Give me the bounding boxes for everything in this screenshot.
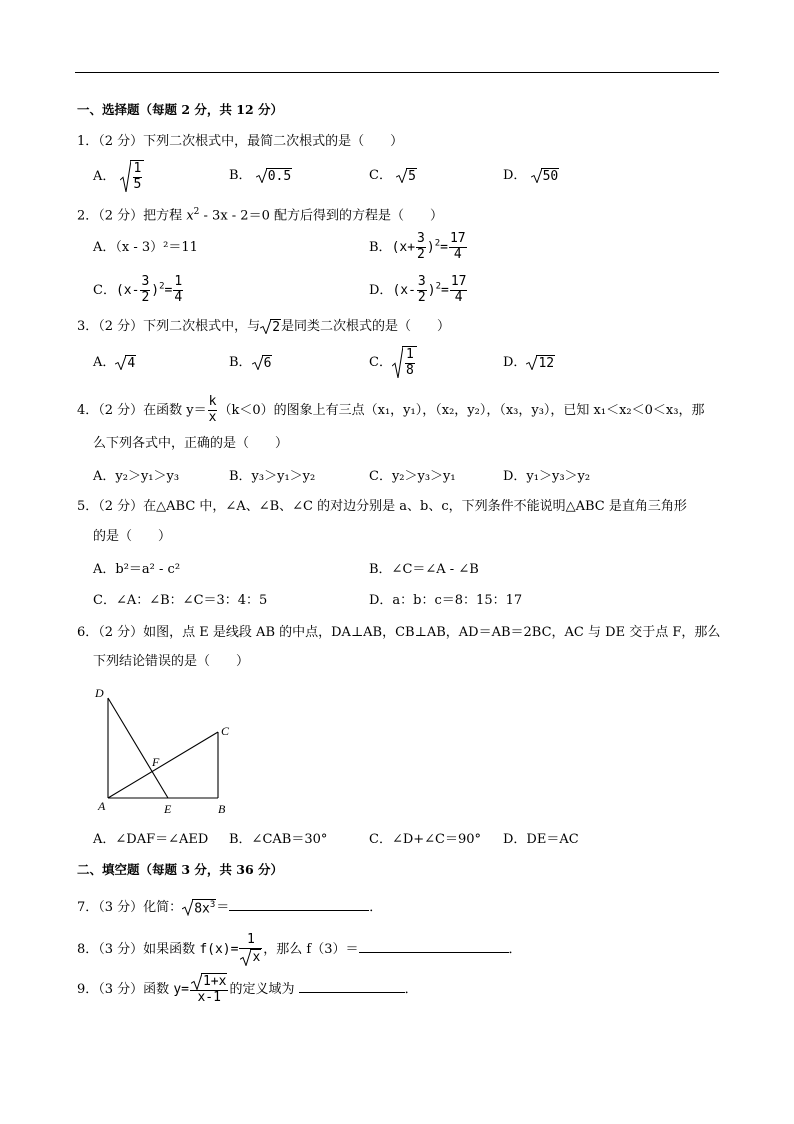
question-2-stem: 2．（2 分）把方程 $x^2 - 3x - 2=0$ 配方后得到的方程是（ ） [77, 207, 443, 224]
q2-option-a[interactable]: A．（x - 3）²＝11 [93, 240, 198, 255]
fraction-denominator: 5 [133, 176, 142, 192]
sqrt-expression: 4 [115, 355, 136, 370]
q6-option-a[interactable]: A．∠DAF＝∠AED [93, 832, 209, 847]
question-5-stem-line2: 的是（ ） [93, 529, 172, 544]
q3-option-a[interactable]: A． 4 [93, 355, 136, 371]
answer-blank[interactable] [299, 980, 405, 993]
question-4-stem-line2: 么下列各式中，正确的是（ ） [93, 436, 289, 451]
label-c: C [221, 724, 230, 738]
label-d: D [95, 686, 104, 700]
q5-option-c[interactable]: C．∠A：∠B：∠C＝3：4：5 [93, 593, 268, 608]
section-2-title: 二、填空题（每题 3 分，共 36 分） [77, 862, 284, 877]
q6-option-d[interactable]: D．DE＝AC [503, 832, 579, 847]
question-4-stem: 4．（2 分）在函数 y＝ $\frac{k}{x}$ （k＜0）的图象上有三点（x₁，y₁），（x₂，y₂），（x₃，y₃），已知 x₁＜x₂＜0＜x₃，那 [77, 394, 705, 425]
question-1-stem: 1．（2 分）下列二次根式中，最简二次根式的是（ ） [77, 134, 404, 149]
fraction-numerator: 1 [133, 161, 142, 176]
segment-de [108, 698, 168, 798]
q4-option-d[interactable]: D．y₁＞y₃＞y₂ [503, 469, 591, 484]
question-9: 9．（3 分）函数 y= $\frac{1+x}{x-1}$ 的定义域为 ． [77, 974, 418, 1005]
geometry-figure [90, 680, 240, 820]
section-1-title: 一、选择题（每题 2 分，共 12 分） [77, 102, 284, 117]
q3-option-c[interactable]: C． $\frac{1}{8}$ [369, 346, 417, 379]
label-e: E [164, 802, 172, 816]
question-6-stem-line2: 下列结论错误的是（ ） [93, 654, 250, 669]
sqrt-expression: 50 [531, 168, 560, 183]
q3-option-d[interactable]: D． 12 [503, 355, 555, 371]
label-a: A [98, 799, 106, 813]
q3-option-b[interactable]: B． 6 [229, 355, 272, 371]
sqrt-expression: 0.5 [256, 168, 292, 183]
question-3-stem: 3．（2 分）下列二次根式中，与 2是同类二次根式的是（ ） [77, 319, 451, 335]
top-rule [75, 72, 719, 73]
question-8: 8．（3 分）如果函数 f(x)= $\frac{1}{x}$ ，那么 f（3）＝ ． [77, 932, 522, 965]
sqrt-expression: 12 [526, 355, 555, 370]
q4-option-c[interactable]: C．y₂＞y₃＞y₁ [369, 469, 456, 484]
q2-option-b[interactable]: B．(x+ $\frac{3}{2}$ )$^2$= $\frac{17}{4}$ [369, 231, 466, 262]
question-6-stem: 6．（2 分）如图，点 E 是线段 AB 的中点，DA⊥AB，CB⊥AB，AD＝AB＝2BC，AC 与 DE 交于点 F，那么 [77, 625, 721, 640]
q1-option-a[interactable] [93, 160, 144, 193]
question-7: 7．（3 分）化简： $8x^3=$ ． [77, 900, 383, 917]
option-letter: C． [369, 168, 392, 183]
q5-option-b[interactable]: B．∠C＝∠A - ∠B [369, 562, 479, 577]
q2-option-d[interactable]: D．(x- $\frac{3}{2}$ )$^2$= $\frac{17}{4}$ [369, 274, 467, 305]
sqrt-expression: 6 [252, 355, 273, 370]
q6-option-b[interactable]: B．∠CAB＝30° [229, 832, 328, 847]
q5-option-d[interactable]: D．a：b：c＝8：15：17 [369, 593, 523, 608]
answer-blank[interactable] [359, 940, 509, 953]
q1-option-b[interactable] [229, 168, 292, 183]
label-f: F [152, 755, 160, 769]
question-5-stem: 5．（2 分）在△ABC 中，∠A、∠B、∠C 的对边分别是 a、b、c，下列条件不能说明△ABC 是直角三角形 [77, 499, 687, 514]
option-letter: D． [503, 168, 527, 183]
answer-blank[interactable] [229, 898, 369, 911]
q4-option-a[interactable]: A．y₂＞y₁＞y₃ [93, 469, 180, 484]
sqrt-expression: $\frac{1}{8}$ [392, 346, 417, 379]
sqrt-expression [120, 160, 145, 193]
q6-option-c[interactable]: C．∠D+∠C＝90° [369, 832, 482, 847]
option-letter: B． [229, 168, 252, 183]
q2-option-c[interactable]: C．(x- $\frac{3}{2}$ )$^2$= $\frac{1}{4}$ [93, 274, 183, 305]
segment-ac [108, 732, 218, 798]
option-letter: A． [93, 168, 116, 184]
q4-option-b[interactable]: B．y₃＞y₁＞y₂ [229, 469, 316, 484]
q1-option-d[interactable] [503, 168, 559, 183]
q1-option-c[interactable] [369, 168, 417, 183]
label-b: B [218, 802, 226, 816]
sqrt-expression: 5 [396, 168, 417, 183]
q5-option-a[interactable]: A．b²＝a² - c² [93, 562, 181, 577]
